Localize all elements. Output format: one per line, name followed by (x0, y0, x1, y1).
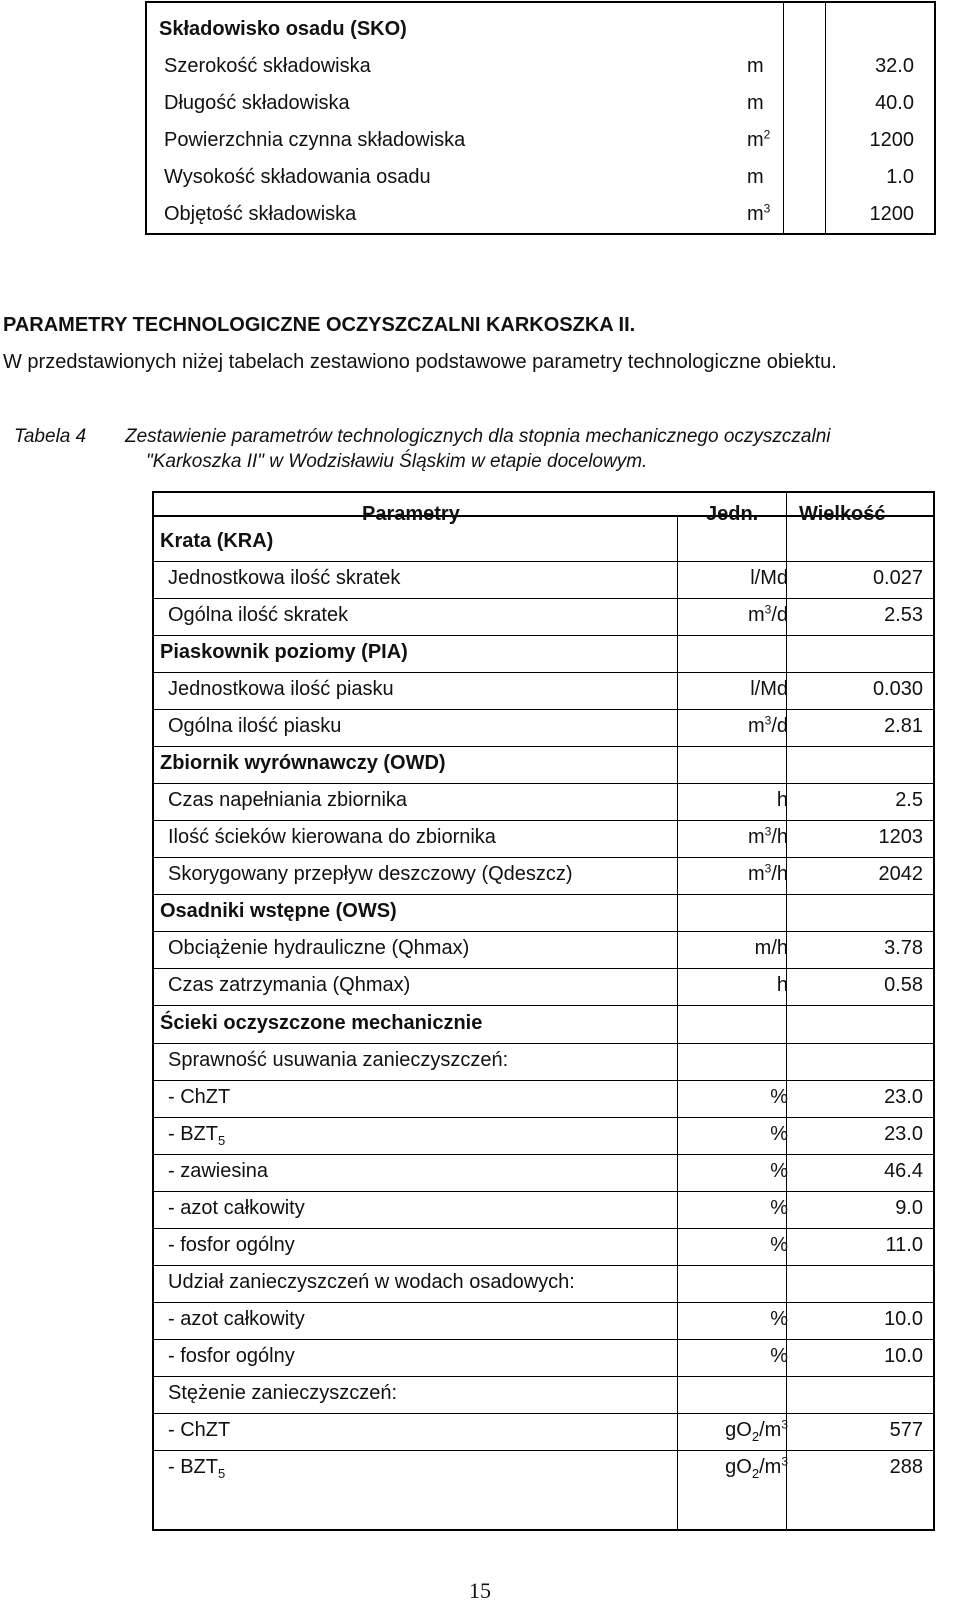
unit-base: m (747, 55, 764, 77)
unit-base: m (747, 863, 765, 885)
row-label: Jednostkowa ilość piasku (168, 678, 394, 700)
table-row (154, 863, 933, 900)
table-row (154, 604, 933, 641)
table-row (154, 1086, 933, 1123)
row-label: Udział zanieczyszczeń w wodach osadowych: (168, 1271, 575, 1293)
table-row (147, 92, 934, 128)
table-row (154, 715, 933, 752)
unit-subscript: 2 (751, 1429, 760, 1444)
row-value: 2042 (878, 863, 923, 885)
row-unit (679, 863, 794, 886)
table-caption-line1: Zestawienie parametrów technologicznych dla stopnia mechanicznego oczyszczalni (125, 426, 831, 447)
row-unit (679, 715, 794, 738)
row-unit: % (770, 1197, 788, 1219)
row-label: Ilość ścieków kierowana do zbiornika (168, 826, 496, 848)
table-row (154, 789, 933, 826)
unit-base: m (747, 92, 764, 114)
section-label: Piaskownik poziomy (PIA) (160, 641, 408, 663)
row-unit: h (776, 789, 788, 811)
row-label: Sprawność usuwania zanieczyszczeń: (168, 1049, 509, 1071)
row-value: 288 (889, 1456, 923, 1478)
section-label: Zbiornik wyrównawczy (OWD) (160, 752, 446, 774)
table-row (154, 1271, 933, 1308)
unit-base: m (747, 604, 765, 626)
row-label: - ChZT (168, 1419, 231, 1441)
row-label: - azot całkowity (168, 1308, 305, 1330)
label-base: - BZT (168, 1123, 218, 1145)
row-unit: h (776, 974, 788, 996)
section-label: Krata (KRA) (160, 530, 274, 552)
row-unit (747, 203, 827, 226)
unit-middle: /m (759, 1456, 782, 1478)
table-caption-label: Tabela 4 (14, 426, 87, 447)
unit-exponent: 3 (763, 201, 771, 216)
unit-suffix: /h (771, 863, 788, 885)
row-unit: % (770, 1160, 788, 1182)
unit-exponent: 3 (764, 713, 772, 728)
section-label: Osadniki wstępne (OWS) (160, 900, 397, 922)
table-row (154, 1419, 933, 1456)
table-row (154, 1234, 933, 1271)
row-unit (747, 92, 827, 115)
row-unit: l/Md (750, 678, 788, 700)
row-label: Ogólna ilość skratek (168, 604, 349, 626)
row-value: 10.0 (884, 1308, 923, 1330)
table-row (154, 678, 933, 715)
row-label: Jednostkowa ilość skratek (168, 567, 401, 589)
row-unit (747, 166, 827, 189)
row-value: 9.0 (895, 1197, 923, 1219)
row-value: 3.78 (884, 937, 923, 959)
row-value: 1200 (869, 203, 914, 225)
row-value: 2.53 (884, 604, 923, 626)
table-row (154, 1456, 933, 1493)
row-value: 23.0 (884, 1123, 923, 1145)
table-row (154, 1308, 933, 1345)
label-base: - BZT (168, 1456, 218, 1478)
unit-base: m (747, 826, 765, 848)
section-row (154, 752, 933, 789)
unit-middle: /m (759, 1419, 782, 1441)
row-value: 23.0 (884, 1086, 923, 1108)
section-row (154, 1012, 933, 1049)
unit-exponent: 3 (764, 602, 772, 617)
row-label: Powierzchnia czynna składowiska (164, 129, 466, 151)
table-row (154, 1160, 933, 1197)
row-value: 10.0 (884, 1345, 923, 1367)
unit-base: gO (725, 1419, 752, 1441)
section-row (154, 530, 933, 567)
row-value: 0.027 (872, 567, 923, 589)
table-row (154, 1382, 933, 1419)
unit-base: m (747, 715, 765, 737)
table-row (147, 166, 934, 202)
unit-suffix: /d (771, 604, 788, 626)
row-value: 2.5 (895, 789, 923, 811)
unit-exponent: 3 (781, 1417, 788, 1432)
table-row (147, 203, 934, 239)
table-row (154, 937, 933, 974)
row-label: Długość składowiska (164, 92, 350, 114)
section-row (154, 641, 933, 678)
row-label: - fosfor ogólny (168, 1234, 295, 1256)
table-row (154, 1049, 933, 1086)
header-unit: Jedn. (706, 503, 759, 525)
section-row (154, 900, 933, 937)
row-unit: % (770, 1123, 788, 1145)
row-value: 1203 (878, 826, 923, 848)
row-label: Skorygowany przepływ deszczowy (Qdeszcz) (168, 863, 573, 885)
row-label: Objętość składowiska (164, 203, 357, 225)
row-label: - zawiesina (168, 1160, 269, 1182)
row-unit: % (770, 1345, 788, 1367)
row-label: Ogólna ilość piasku (168, 715, 342, 737)
unit-base: m (747, 129, 764, 151)
unit-suffix: /d (771, 715, 788, 737)
row-value: 2.81 (884, 715, 923, 737)
row-label: Obciążenie hydrauliczne (Qhmax) (168, 937, 470, 959)
row-value: 0.58 (884, 974, 923, 996)
row-unit (679, 826, 794, 849)
row-label: Wysokość składowania osadu (164, 166, 431, 188)
table-row (154, 1197, 933, 1234)
row-unit (679, 1456, 794, 1479)
row-unit (747, 129, 827, 152)
row-unit: % (770, 1086, 788, 1108)
row-value: 1.0 (886, 166, 914, 188)
header-parameters: Parametry (362, 503, 460, 525)
label-subscript: 5 (218, 1466, 226, 1481)
unit-exponent: 3 (781, 1454, 788, 1469)
table-title: Składowisko osadu (SKO) (159, 18, 407, 40)
row-value: 40.0 (875, 92, 914, 114)
section-heading: PARAMETRY TECHNOLOGICZNE OCZYSZCZALNI KARKOSZKA II. (3, 314, 636, 336)
row-label (168, 1123, 225, 1146)
table-row (154, 826, 933, 863)
page-number: 15 (469, 1578, 491, 1603)
unit-base: m (747, 166, 764, 188)
label-subscript: 5 (218, 1133, 226, 1148)
row-label: Czas napełniania zbiornika (168, 789, 408, 811)
table-row (154, 974, 933, 1011)
unit-exponent: 3 (764, 824, 772, 839)
row-label: - ChZT (168, 1086, 231, 1108)
row-value: 46.4 (884, 1160, 923, 1182)
row-unit: l/Md (750, 567, 788, 589)
row-label: Stężenie zanieczyszczeń: (168, 1382, 398, 1404)
row-value: 11.0 (885, 1234, 923, 1256)
row-label: Czas zatrzymania (Qhmax) (168, 974, 411, 996)
intro-paragraph: W przedstawionych niżej tabelach zestawiono podstawowe parametry technologiczne obiektu. (3, 351, 837, 373)
table-row (147, 55, 934, 91)
row-label: Szerokość składowiska (164, 55, 371, 77)
unit-suffix: /h (771, 826, 788, 848)
row-value: 0.030 (872, 678, 923, 700)
unit-base: gO (725, 1456, 752, 1478)
table-row (154, 1345, 933, 1382)
header-value: Wielkość (799, 503, 886, 525)
row-label: - azot całkowity (168, 1197, 305, 1219)
row-unit (679, 1419, 794, 1442)
row-unit (747, 55, 827, 78)
unit-exponent: 2 (763, 127, 771, 142)
sludge-storage-table (145, 1, 936, 235)
unit-exponent: 3 (764, 861, 772, 876)
table-row (154, 567, 933, 604)
row-unit: % (770, 1234, 788, 1256)
table-caption-line2: "Karkoszka II" w Wodzisławiu Śląskim w etapie docelowym. (146, 451, 648, 472)
section-label: Ścieki oczyszczone mechanicznie (160, 1012, 483, 1034)
row-unit: % (770, 1308, 788, 1330)
unit-base: m (747, 203, 764, 225)
row-label: - fosfor ogólny (168, 1345, 295, 1367)
row-unit: m/h (754, 937, 788, 959)
row-value: 1200 (869, 129, 914, 151)
row-label (168, 1456, 225, 1479)
table-row (154, 1123, 933, 1160)
table-row (147, 129, 934, 165)
mechanical-stage-table (152, 491, 935, 1531)
row-unit (679, 604, 794, 627)
row-value: 577 (889, 1419, 923, 1441)
row-value: 32.0 (875, 55, 914, 77)
unit-subscript: 2 (751, 1466, 760, 1481)
